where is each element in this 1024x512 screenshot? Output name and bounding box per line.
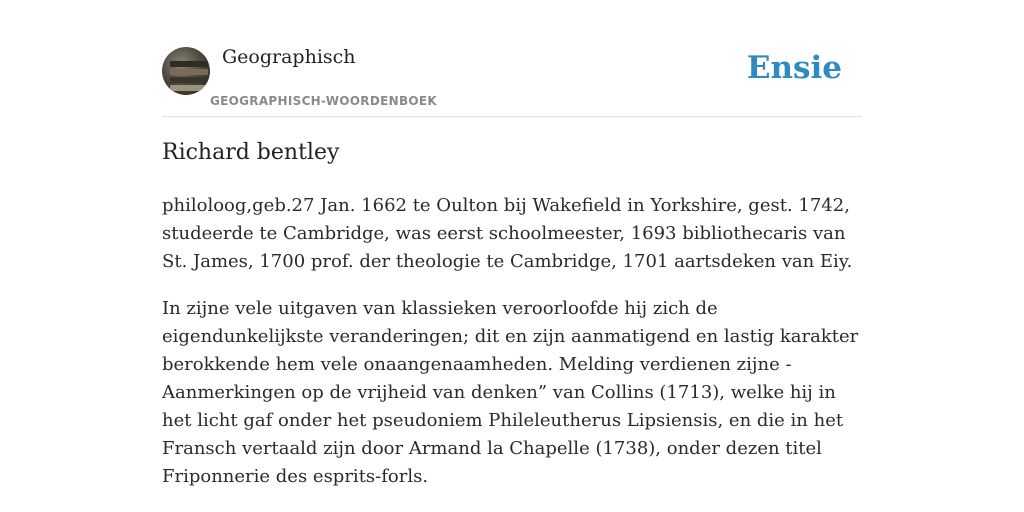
entry-title: Richard bentley (162, 140, 340, 165)
header (162, 0, 862, 117)
book-subtitle: GEOGRAPHISCH-WOORDENBOEK (210, 94, 437, 108)
book-avatar-icon[interactable] (162, 47, 210, 95)
entry-paragraph: In zijne vele uitgaven van klassieken veroorloofde hij zich de eigendunkelijkste veranderingen; dit en zijn aanmatigend en lastig karakter berokkende hem vele onaangenaamheden. Melding verdienen zijne -Aanmerkingen op de vrijheid van denken” van Collins (1713), welke hij in het licht gaf onder het pseudoniem Phileleutherus Lipsiensis, en die in het Fransch vertaald zijn door Armand la Chapelle (1738), onder dezen titel Friponnerie des esprits-forls. (162, 298, 859, 487)
brand-logo[interactable]: Ensie (746, 50, 842, 86)
book-title-link[interactable]: Geographisch (222, 46, 356, 68)
entry-body (162, 192, 862, 510)
entry-paragraph: philoloog,geb.27 Jan. 1662 te Oulton bij Wakefield in Yorkshire, gest. 1742, studeerde te Cambridge, was eerst schoolmeester, 1693 bibliothecaris van St. James, 1700 prof. der theologie te Cambridge, 1701 aartsdeken van Eiy. (162, 195, 853, 272)
